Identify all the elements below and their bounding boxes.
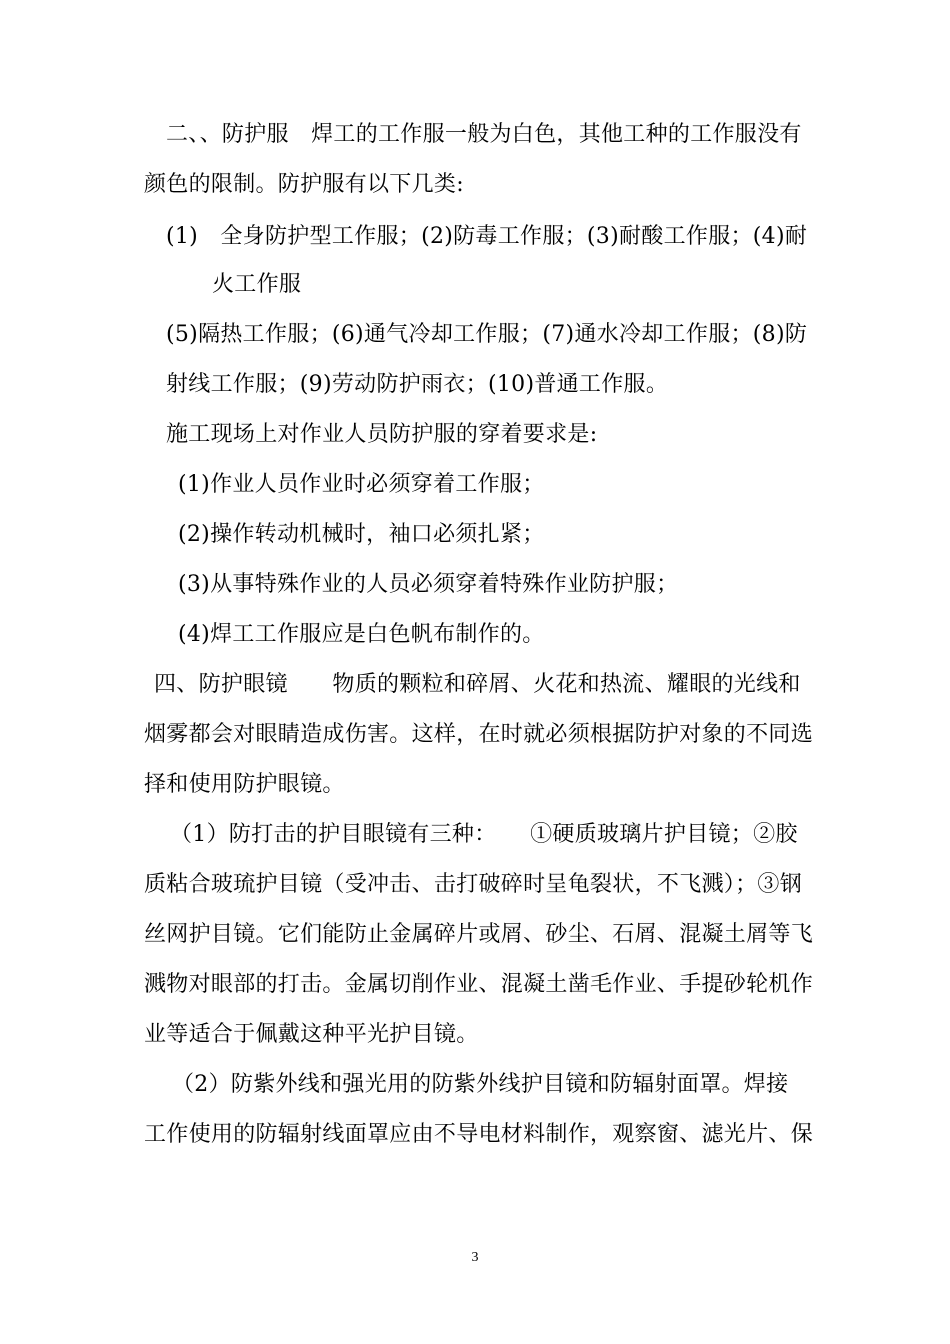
text-line: (1)作业人员作业时必须穿着工作服；	[178, 472, 545, 497]
text-line: 质粘合玻琉护目镜（受冲击、击打破碎时呈龟裂状，不飞溅）；③钢	[144, 872, 803, 897]
text-line: (2)操作转动机械时，袖口必须扎紧；	[178, 522, 545, 547]
text-line: 火工作服	[212, 272, 302, 297]
text-line: (1) 全身防护型工作服；(2)防毒工作服；(3)耐酸工作服；(4)耐	[166, 224, 808, 249]
text-line: (5)隔热工作服；(6)通气冷却工作服；(7)通水冷却工作服；(8)防	[166, 322, 808, 347]
text-line: 颜色的限制。防护服有以下几类:	[144, 172, 464, 197]
text-line: 溅物对眼部的打击。金属切削作业、混凝土凿毛作业、手提砂轮机作	[144, 972, 814, 997]
text-line: 四、防护眼镜 物质的颗粒和碎屑、火花和热流、耀眼的光线和	[154, 672, 801, 697]
text-line: 工作使用的防辐射线面罩应由不导电材料制作，观察窗、滤光片、保	[144, 1122, 814, 1147]
text-line: 二、、防护服 焊工的工作服一般为白色，其他工种的工作服没有	[166, 122, 802, 147]
text-line: 丝网护目镜。它们能防止金属碎片或屑、砂尘、石屑、混凝土屑等飞	[144, 922, 814, 947]
text-line: （1）防打击的护目眼镜有三种： ①硬质玻璃片护目镜；②胶	[170, 822, 798, 847]
text-line: (4)焊工工作服应是白色帆布制作的。	[178, 622, 545, 647]
text-line: 施工现场上对作业人员防护服的穿着要求是:	[166, 422, 598, 447]
text-line: 择和使用防护眼镜。	[144, 772, 345, 797]
page-number: 3	[471, 1250, 479, 1265]
text-line: （2）防紫外线和强光用的防紫外线护目镜和防辐射面罩。焊接	[172, 1072, 789, 1097]
text-line: 射线工作服；(9)劳动防护雨衣；(10)普通工作服。	[166, 372, 669, 397]
text-line: 烟雾都会对眼睛造成伤害。这样，在时就必须根据防护对象的不同选	[144, 722, 814, 747]
text-line: 业等适合于佩戴这种平光护目镜。	[144, 1022, 479, 1047]
text-line: (3)从事特殊作业的人员必须穿着特殊作业防护服；	[178, 572, 679, 597]
